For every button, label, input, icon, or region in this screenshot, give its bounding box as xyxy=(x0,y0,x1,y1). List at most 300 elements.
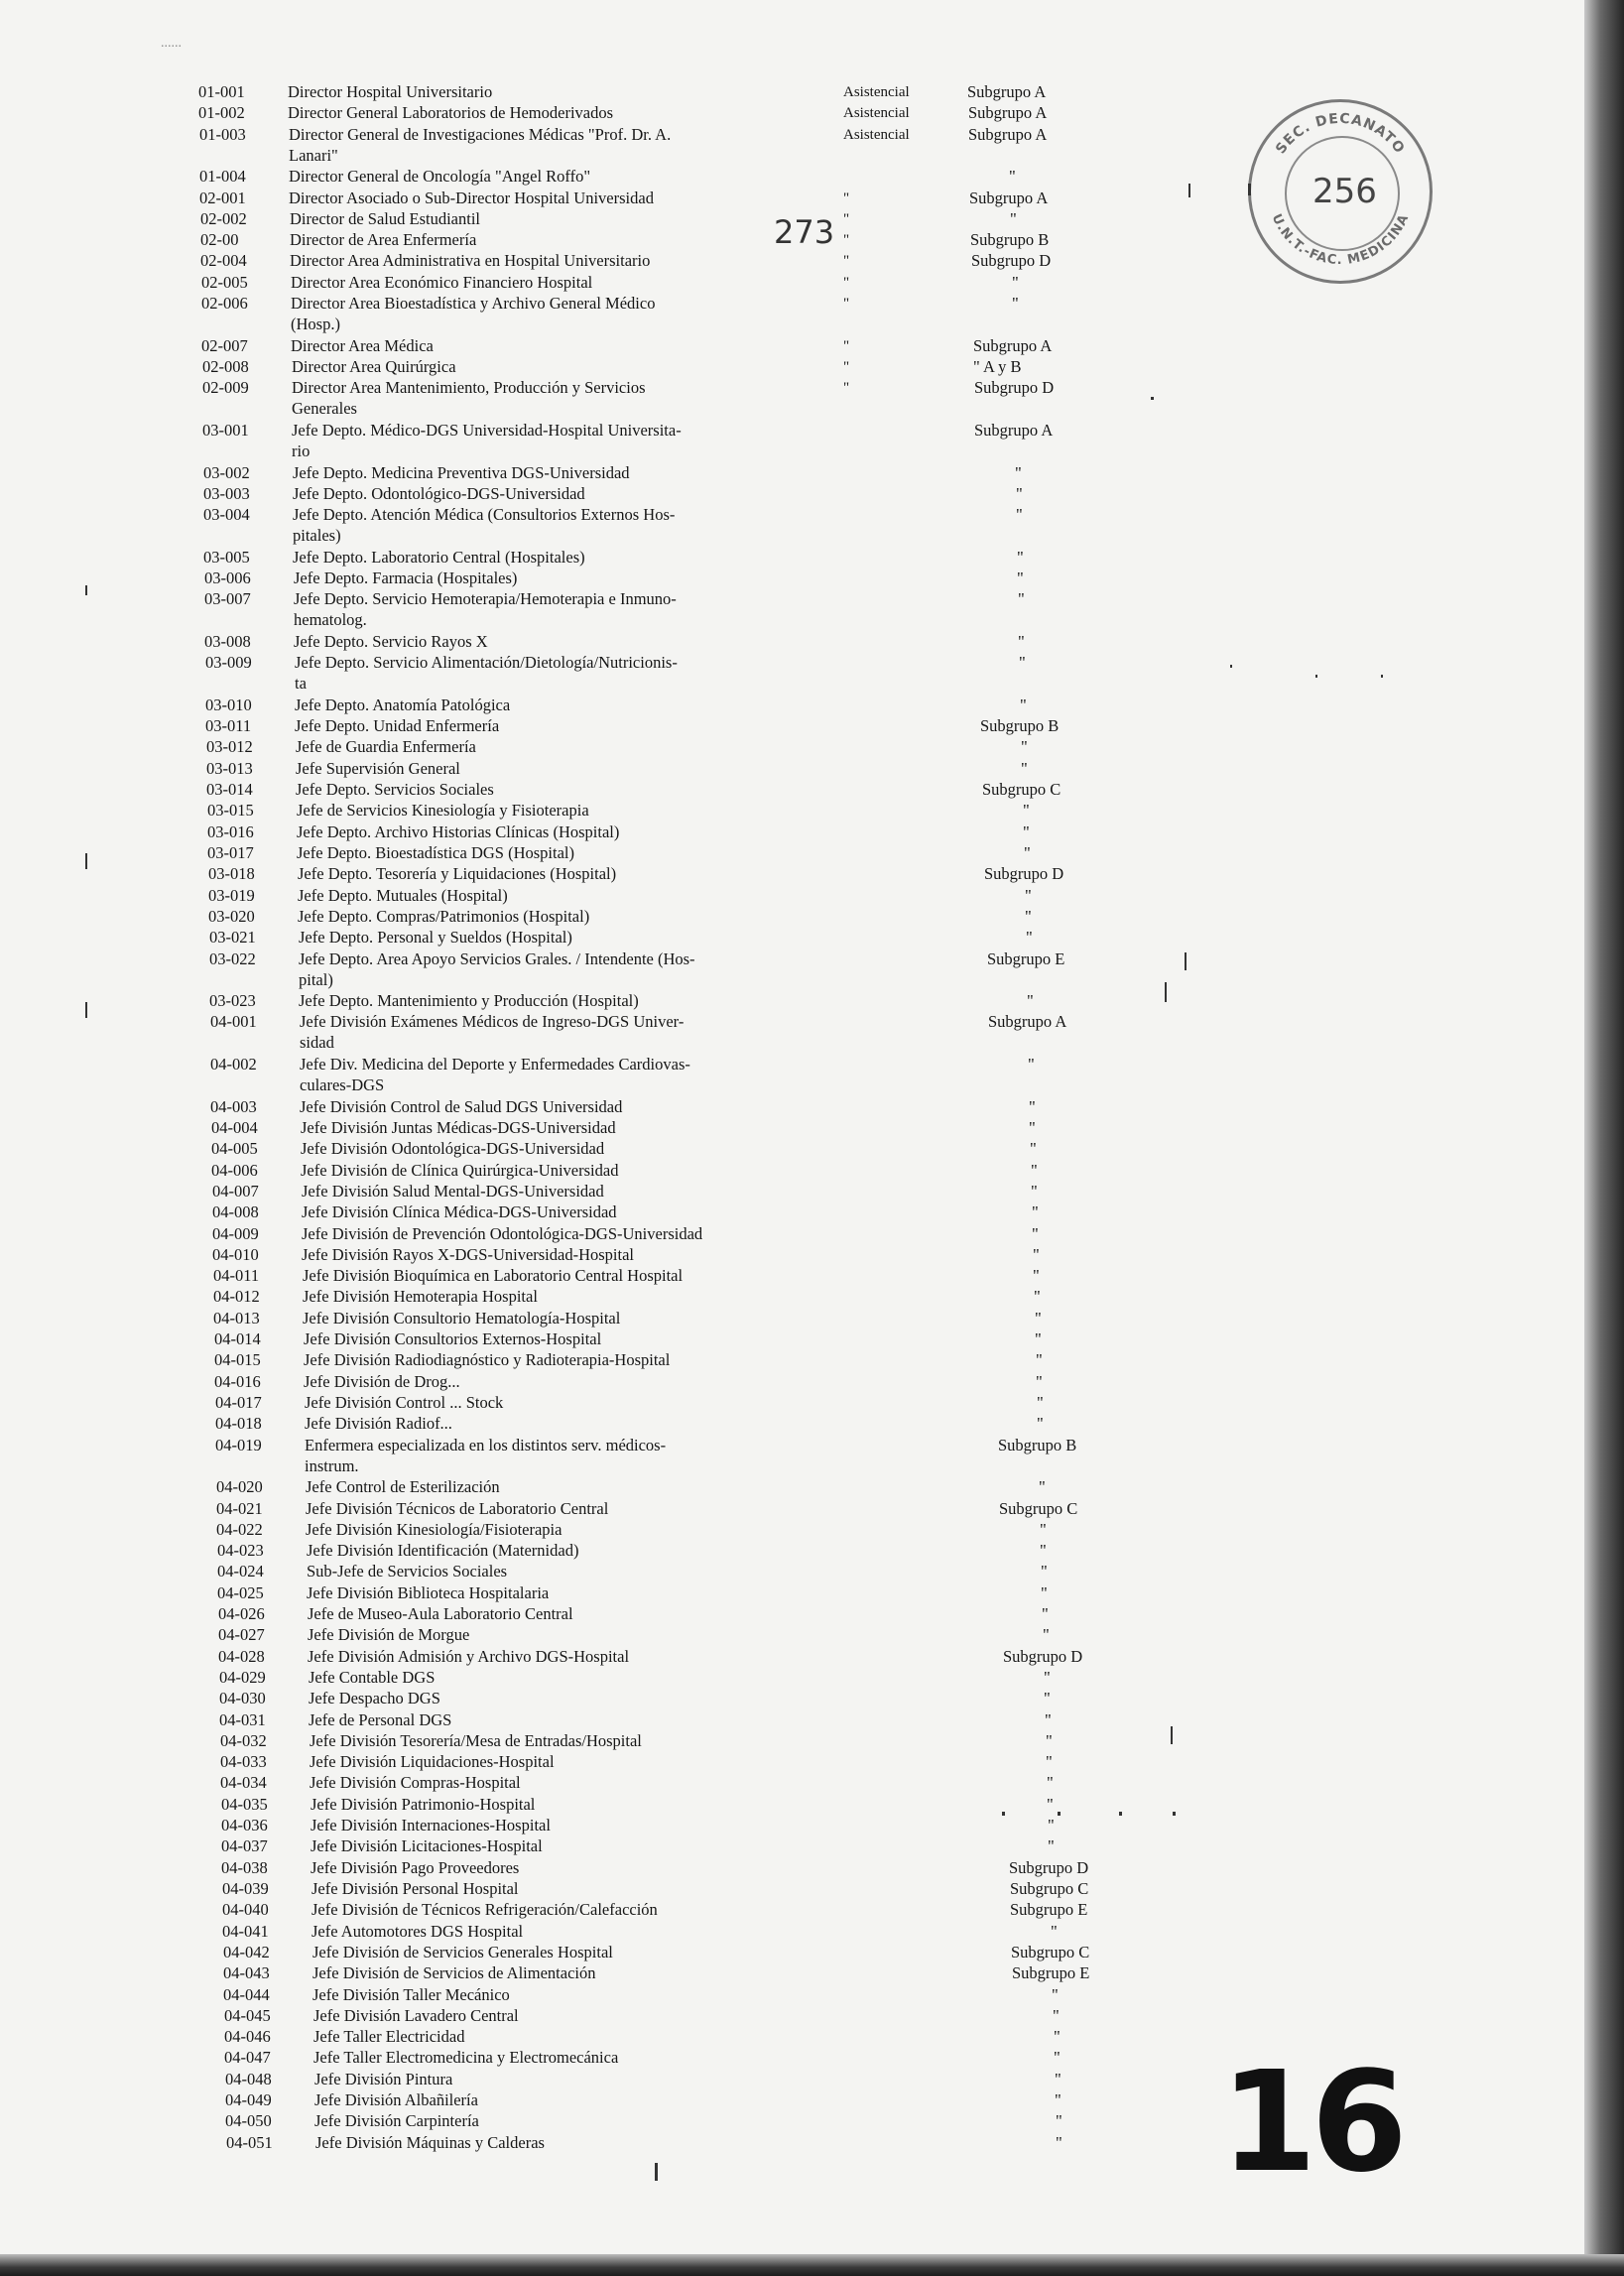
row-subgroup: " xyxy=(1029,1118,1036,1137)
row-subgroup: " xyxy=(1044,1689,1051,1708)
row-description: Jefe División de Clínica Quirúrgica-Universidad xyxy=(301,1160,619,1180)
row-code: 04-040 xyxy=(222,1900,269,1920)
row-code: 03-017 xyxy=(207,843,254,863)
row-subgroup: " xyxy=(1045,1709,1052,1729)
row-description-continued: Generales xyxy=(292,399,357,419)
row-code: 04-038 xyxy=(221,1857,268,1877)
row-description: Jefe Taller Electricidad xyxy=(313,2027,465,2047)
row-code: 03-004 xyxy=(203,505,250,525)
row-subgroup: " xyxy=(1055,2069,1062,2088)
row-category: Asistencial xyxy=(843,84,910,100)
row-description: Jefe División Albañilería xyxy=(314,2090,478,2110)
row-code: 04-006 xyxy=(211,1160,258,1180)
row-subgroup: " xyxy=(1030,1139,1037,1159)
row-description: Jefe División Taller Mecánico xyxy=(312,1984,510,2004)
row-description: Jefe Depto. Tesorería y Liquidaciones (Hospital) xyxy=(298,864,617,884)
row-code: 04-045 xyxy=(224,2005,271,2025)
row-code: 04-044 xyxy=(223,1984,270,2004)
row-description: Jefe División de Morgue xyxy=(308,1625,470,1645)
scan-speck xyxy=(1058,1812,1061,1816)
row-code: 03-010 xyxy=(205,695,252,714)
row-code: 03-018 xyxy=(208,864,255,884)
row-description: Director General de Oncología "Angel Roffo" xyxy=(289,167,591,187)
row-subgroup: Subgrupo E xyxy=(1012,1963,1090,1983)
row-description: Jefe División de Prevención Odontológica-DGS-Universidad xyxy=(302,1223,703,1243)
row-description: Jefe División de Servicios Generales Hospital xyxy=(312,1942,613,1961)
row-description: Jefe División Internaciones-Hospital xyxy=(311,1816,551,1835)
row-code: 04-012 xyxy=(213,1287,260,1307)
table-row xyxy=(0,1055,1190,1095)
row-description: Jefe División de Técnicos Refrigeración/Calefacción xyxy=(312,1900,658,1920)
row-subgroup: " xyxy=(1036,1350,1043,1370)
scan-right-edge xyxy=(1584,0,1624,2276)
row-code: 03-023 xyxy=(209,991,256,1011)
row-description: Jefe Div. Medicina del Deporte y Enfermedades Cardiovas- xyxy=(300,1055,690,1075)
row-code: 03-007 xyxy=(204,589,251,609)
row-description: Jefe División Tesorería/Mesa de Entradas/Hospital xyxy=(310,1730,642,1750)
row-code: 04-026 xyxy=(218,1604,265,1624)
row-subgroup: " xyxy=(1052,1984,1059,2004)
row-category: " xyxy=(843,232,850,249)
table-row xyxy=(0,653,1190,694)
row-subgroup: " xyxy=(1028,1055,1035,1075)
row-subgroup: " xyxy=(1056,2132,1062,2152)
row-subgroup: " xyxy=(1023,822,1030,841)
scan-speck xyxy=(1151,397,1154,400)
row-subgroup: " xyxy=(1020,695,1027,714)
row-description: Jefe Depto. Bioestadística DGS (Hospital) xyxy=(297,843,574,863)
row-code: 02-008 xyxy=(202,356,249,376)
row-subgroup: " xyxy=(1017,569,1024,588)
row-subgroup: " xyxy=(1032,1223,1039,1243)
row-code: 04-002 xyxy=(210,1055,257,1075)
row-subgroup: " xyxy=(1043,1625,1050,1645)
row-subgroup: " xyxy=(1041,1582,1048,1602)
row-subgroup: Subgrupo A xyxy=(967,82,1047,101)
row-category: " xyxy=(843,253,850,270)
scan-speck xyxy=(1171,1726,1173,1744)
row-code: 01-002 xyxy=(198,103,245,123)
row-subgroup: " xyxy=(1037,1414,1044,1434)
row-description-continued: Lanari" xyxy=(289,145,338,165)
row-subgroup: Subgrupo D xyxy=(984,864,1064,884)
row-subgroup: Subgrupo D xyxy=(1003,1646,1083,1666)
row-code: 04-011 xyxy=(213,1266,260,1286)
row-subgroup: " xyxy=(1053,2005,1060,2025)
row-description: Jefe División Admisión y Archivo DGS-Hospital xyxy=(308,1646,630,1666)
row-code: 04-051 xyxy=(226,2132,273,2152)
row-subgroup: " xyxy=(1040,1519,1047,1539)
top-mark: ...... xyxy=(161,36,182,51)
row-code: 04-009 xyxy=(212,1223,259,1243)
row-code: 03-019 xyxy=(208,885,255,905)
row-subgroup: " xyxy=(1054,2027,1061,2047)
row-code: 03-008 xyxy=(204,631,251,651)
row-code: 04-029 xyxy=(219,1667,266,1687)
row-code: 04-027 xyxy=(218,1625,265,1645)
row-subgroup: " xyxy=(1015,462,1022,482)
row-category: Asistencial xyxy=(843,126,910,143)
scan-speck xyxy=(655,2163,658,2181)
row-code: 04-042 xyxy=(223,1942,270,1961)
row-category: " xyxy=(843,296,850,313)
row-subgroup: " xyxy=(1035,1308,1042,1328)
row-code: 03-011 xyxy=(205,716,252,736)
row-description-continued: ta xyxy=(295,674,307,694)
row-description: Jefe Depto. Archivo Historias Clínicas (Hospital) xyxy=(297,822,620,841)
row-description-continued: pitales) xyxy=(293,526,341,546)
scan-speck xyxy=(1185,952,1187,970)
row-subgroup: Subgrupo A xyxy=(974,420,1054,440)
row-subgroup: Subgrupo C xyxy=(1010,1879,1089,1899)
row-description: Jefe División Biblioteca Hospitalaria xyxy=(307,1582,550,1602)
stamp-number: 256 xyxy=(1312,172,1377,211)
row-subgroup: " xyxy=(1009,167,1016,187)
row-subgroup: " A y B xyxy=(973,356,1022,376)
row-subgroup: Subgrupo B xyxy=(980,716,1060,736)
row-code: 03-012 xyxy=(206,737,253,757)
row-description: Jefe División Pintura xyxy=(314,2069,453,2088)
row-description: Jefe División Patrimonio-Hospital xyxy=(311,1794,536,1814)
row-subgroup: " xyxy=(1037,1392,1044,1412)
row-description: Director General Laboratorios de Hemoderivados xyxy=(288,103,614,123)
row-subgroup: " xyxy=(1036,1371,1043,1391)
row-subgroup: " xyxy=(1055,2090,1062,2110)
row-description-continued: rio xyxy=(292,441,311,460)
row-description-continued: sidad xyxy=(300,1033,334,1053)
row-code: 04-041 xyxy=(222,1921,269,1941)
row-subgroup: " xyxy=(1012,272,1019,292)
row-description-continued: instrum. xyxy=(305,1455,359,1475)
row-code: 02-001 xyxy=(199,188,246,207)
row-subgroup: " xyxy=(1025,906,1032,926)
row-description: Jefe División Radiodiagnóstico y Radioterapia-Hospital xyxy=(304,1350,671,1370)
row-code: 04-004 xyxy=(211,1118,258,1137)
row-code: 04-034 xyxy=(220,1773,267,1793)
row-subgroup: " xyxy=(1032,1202,1039,1222)
row-code: 03-006 xyxy=(204,569,251,588)
row-code: 04-010 xyxy=(212,1244,259,1264)
row-description: Jefe División Máquinas y Calderas xyxy=(315,2132,545,2152)
row-code: 04-007 xyxy=(212,1181,259,1201)
scan-speck xyxy=(1002,1812,1005,1816)
row-description-continued: (Hosp.) xyxy=(291,315,340,334)
row-description: Jefe División Técnicos de Laboratorio Central xyxy=(306,1498,609,1518)
row-code: 04-005 xyxy=(211,1139,258,1159)
table-row xyxy=(0,1012,1190,1053)
row-description: Jefe Depto. Atención Médica (Consultorios Externos Hos- xyxy=(293,505,676,525)
row-subgroup: " xyxy=(1046,1752,1053,1772)
row-subgroup: " xyxy=(1024,843,1031,863)
row-description: Director Area Quirúrgica xyxy=(292,356,456,376)
row-subgroup: Subgrupo A xyxy=(988,1012,1067,1032)
scan-bottom-edge xyxy=(0,2254,1624,2276)
row-subgroup: " xyxy=(1016,505,1023,525)
row-code: 02-004 xyxy=(200,251,247,271)
row-subgroup: Subgrupo D xyxy=(971,251,1052,271)
row-description: Jefe División Salud Mental-DGS-Universidad xyxy=(302,1181,604,1201)
row-description: Jefe Depto. Unidad Enfermería xyxy=(295,716,500,736)
row-code: 04-022 xyxy=(216,1519,263,1539)
row-subgroup: " xyxy=(1031,1160,1038,1180)
stamp-top-text: SEC. DECANATO xyxy=(1272,110,1408,158)
row-description: Jefe División Radiof... xyxy=(305,1414,452,1434)
row-subgroup: " xyxy=(1044,1667,1051,1687)
row-code: 04-014 xyxy=(214,1329,261,1349)
row-subgroup: " xyxy=(1016,483,1023,503)
row-description: Jefe Depto. Anatomía Patológica xyxy=(295,695,511,714)
row-code: 04-039 xyxy=(222,1879,269,1899)
row-subgroup: Subgrupo C xyxy=(999,1498,1078,1518)
row-subgroup: " xyxy=(1047,1794,1054,1814)
table-row xyxy=(0,2134,1190,2158)
row-description: Jefe Depto. Servicio Alimentación/Dietología/Nutricionis- xyxy=(295,653,678,673)
table-row xyxy=(0,948,1190,989)
table-row xyxy=(0,589,1190,630)
scan-speck xyxy=(1381,675,1383,678)
row-subgroup: " xyxy=(1033,1244,1040,1264)
row-code: 04-047 xyxy=(224,2048,271,2068)
row-subgroup: Subgrupo B xyxy=(998,1435,1077,1454)
row-subgroup: Subgrupo E xyxy=(1010,1900,1088,1920)
row-description-continued: hematolog. xyxy=(294,610,367,630)
row-code: 02-009 xyxy=(202,378,249,398)
row-code: 03-021 xyxy=(209,928,256,948)
row-code: 04-033 xyxy=(220,1752,267,1772)
row-description-continued: culares-DGS xyxy=(300,1075,385,1095)
row-subgroup: " xyxy=(1027,991,1034,1011)
row-description: Jefe de Guardia Enfermería xyxy=(296,737,476,757)
row-code: 04-003 xyxy=(210,1096,257,1116)
row-description: Sub-Jefe de Servicios Sociales xyxy=(307,1562,508,1581)
row-description: Enfermera especializada en los distintos serv. médicos- xyxy=(305,1435,667,1454)
row-description: Jefe Depto. Mutuales (Hospital) xyxy=(298,885,508,905)
row-description: Jefe División Liquidaciones-Hospital xyxy=(310,1752,555,1772)
row-description: Jefe División Juntas Médicas-DGS-Universidad xyxy=(301,1118,616,1137)
row-subgroup: " xyxy=(1051,1921,1058,1941)
row-code: 04-016 xyxy=(214,1371,261,1391)
row-code: 03-005 xyxy=(203,547,250,567)
row-description: Director Area Bioestadística y Archivo General Médico xyxy=(291,294,656,314)
row-subgroup: " xyxy=(1018,589,1025,609)
row-subgroup: " xyxy=(1048,1836,1055,1856)
row-description: Jefe División Bioquímica en Laboratorio Central Hospital xyxy=(303,1266,684,1286)
row-subgroup: " xyxy=(1010,208,1017,228)
table-row xyxy=(0,294,1190,334)
row-description: Jefe División Compras-Hospital xyxy=(310,1773,521,1793)
row-code: 04-048 xyxy=(225,2069,272,2088)
row-code: 04-037 xyxy=(221,1836,268,1856)
row-subgroup: " xyxy=(1048,1816,1055,1835)
faculty-stamp xyxy=(1248,99,1433,284)
row-subgroup: " xyxy=(1021,737,1028,757)
row-code: 01-001 xyxy=(198,82,245,101)
row-subgroup: " xyxy=(1017,547,1024,567)
row-code: 04-008 xyxy=(212,1202,259,1222)
row-subgroup: " xyxy=(1021,758,1028,778)
scan-speck xyxy=(1119,1812,1122,1816)
row-subgroup: " xyxy=(1031,1181,1038,1201)
row-description: Jefe División Consultorio Hematología-Hospital xyxy=(303,1308,621,1328)
row-subgroup: Subgrupo C xyxy=(982,780,1062,800)
row-description: Jefe Despacho DGS xyxy=(309,1689,440,1708)
row-code: 04-031 xyxy=(219,1709,266,1729)
row-category: Asistencial xyxy=(843,105,910,122)
row-code: 04-043 xyxy=(223,1963,270,1983)
svg-text:U.N.T.-FAC. MEDICINA xyxy=(1269,211,1413,268)
row-description: Director Asociado o Sub-Director Hospital Universidad xyxy=(289,188,654,207)
row-code: 04-046 xyxy=(224,2027,271,2047)
row-code: 04-020 xyxy=(216,1477,263,1497)
stamp-bottom-text: U.N.T.-FAC. MEDICINA xyxy=(1268,211,1413,269)
row-code: 02-006 xyxy=(201,294,248,314)
row-code: 03-001 xyxy=(202,420,249,440)
row-code: 04-050 xyxy=(225,2111,272,2131)
row-description: Jefe División Control ... Stock xyxy=(305,1392,504,1412)
row-description: Director de Area Enfermería xyxy=(290,230,477,250)
scan-speck xyxy=(85,853,87,869)
row-code: 04-015 xyxy=(214,1350,261,1370)
row-description: Director Area Mantenimiento, Producción y Servicios xyxy=(292,378,646,398)
row-description: Jefe Depto. Mantenimiento y Producción (Hospital) xyxy=(299,991,639,1011)
row-description: Jefe Depto. Odontológico-DGS-Universidad xyxy=(293,483,585,503)
row-subgroup: " xyxy=(1039,1477,1046,1497)
scan-speck xyxy=(1165,982,1167,1002)
handwritten-note: 273 xyxy=(774,213,835,251)
row-subgroup: Subgrupo A xyxy=(968,124,1048,144)
row-description: Director General de Investigaciones Médicas "Prof. Dr. A. xyxy=(289,124,672,144)
row-category: " xyxy=(843,358,850,375)
row-description: Jefe División Carpintería xyxy=(314,2111,479,2131)
row-description: Jefe de Servicios Kinesiología y Fisioterapia xyxy=(297,801,589,821)
row-description: Director Hospital Universitario xyxy=(288,82,493,101)
row-code: 03-003 xyxy=(203,483,250,503)
row-subgroup: Subgrupo A xyxy=(973,335,1053,355)
row-code: 03-015 xyxy=(207,801,254,821)
row-description: Jefe Depto. Medicina Preventiva DGS-Universidad xyxy=(293,462,630,482)
row-description: Jefe División Identificación (Maternidad) xyxy=(307,1541,579,1561)
row-subgroup: " xyxy=(1054,2048,1061,2068)
row-description: Jefe División Personal Hospital xyxy=(312,1879,519,1899)
row-code: 04-035 xyxy=(221,1794,268,1814)
scan-speck xyxy=(1173,1812,1176,1816)
row-description: Jefe Depto. Compras/Patrimonios (Hospital) xyxy=(298,906,590,926)
row-code: 04-019 xyxy=(215,1435,262,1454)
row-subgroup: " xyxy=(1029,1096,1036,1116)
row-description: Jefe División Exámenes Médicos de Ingreso-DGS Univer- xyxy=(300,1012,685,1032)
row-category: " xyxy=(843,274,850,291)
table-row xyxy=(0,420,1190,460)
row-description: Jefe División Kinesiología/Fisioterapia xyxy=(306,1519,562,1539)
scan-speck xyxy=(1248,184,1251,195)
table-row xyxy=(0,1435,1190,1475)
row-code: 02-007 xyxy=(201,335,248,355)
row-subgroup: Subgrupo A xyxy=(969,188,1049,207)
row-subgroup: " xyxy=(1025,885,1032,905)
row-description: Jefe Depto. Personal y Sueldos (Hospital) xyxy=(299,928,572,948)
row-code: 04-032 xyxy=(220,1730,267,1750)
row-code: 02-00 xyxy=(200,230,239,250)
row-subgroup: Subgrupo B xyxy=(970,230,1050,250)
row-subgroup: Subgrupo C xyxy=(1011,1942,1090,1961)
row-code: 04-001 xyxy=(210,1012,257,1032)
row-description: Jefe División Control de Salud DGS Universidad xyxy=(300,1096,623,1116)
scan-speck xyxy=(1315,675,1317,678)
row-subgroup: " xyxy=(1042,1604,1049,1624)
row-subgroup: " xyxy=(1033,1266,1040,1286)
row-subgroup: " xyxy=(1026,928,1033,948)
row-description: Jefe Depto. Laboratorio Central (Hospitales) xyxy=(293,547,585,567)
scan-speck xyxy=(85,1002,87,1018)
row-description: Director de Salud Estudiantil xyxy=(290,208,480,228)
row-description: Jefe Depto. Servicio Rayos X xyxy=(294,631,488,651)
row-code: 02-005 xyxy=(201,272,248,292)
row-description: Jefe División Rayos X-DGS-Universidad-Hospital xyxy=(302,1244,634,1264)
row-description: Jefe División Licitaciones-Hospital xyxy=(311,1836,543,1856)
row-category: " xyxy=(843,190,850,206)
row-code: 01-003 xyxy=(199,124,246,144)
row-description: Jefe Control de Esterilización xyxy=(306,1477,500,1497)
row-category: " xyxy=(843,380,850,397)
row-description-continued: pital) xyxy=(299,969,333,989)
table-row xyxy=(0,505,1190,546)
row-category: " xyxy=(843,337,850,354)
table-row xyxy=(0,124,1190,165)
table-row xyxy=(0,378,1190,419)
row-code: 03-020 xyxy=(208,906,255,926)
row-subgroup: " xyxy=(1046,1730,1053,1750)
row-code: 01-004 xyxy=(199,167,246,187)
row-description: Jefe Depto. Servicio Hemoterapia/Hemoterapia e Inmuno- xyxy=(294,589,677,609)
row-description: Jefe División Odontológica-DGS-Universidad xyxy=(301,1139,605,1159)
row-code: 03-002 xyxy=(203,462,250,482)
row-subgroup: " xyxy=(1019,653,1026,673)
row-description: Jefe Automotores DGS Hospital xyxy=(312,1921,524,1941)
row-code: 04-036 xyxy=(221,1816,268,1835)
row-code: 03-013 xyxy=(206,758,253,778)
row-description: Jefe División Hemoterapia Hospital xyxy=(303,1287,538,1307)
row-description: Jefe División Pago Proveedores xyxy=(311,1857,520,1877)
row-subgroup: Subgrupo D xyxy=(974,378,1055,398)
row-code: 04-028 xyxy=(218,1646,265,1666)
row-subgroup: " xyxy=(1056,2111,1062,2131)
row-description: Jefe División de Drog... xyxy=(304,1371,460,1391)
row-description: Jefe Contable DGS xyxy=(309,1667,436,1687)
row-description: Jefe División de Servicios de Alimentación xyxy=(312,1963,596,1983)
row-code: 04-017 xyxy=(215,1392,262,1412)
row-description: Jefe Taller Electromedicina y Electromecánica xyxy=(313,2048,619,2068)
row-description: Director Area Médica xyxy=(291,335,434,355)
row-description: Jefe División Lavadero Central xyxy=(313,2005,519,2025)
row-subgroup: " xyxy=(1012,294,1019,314)
row-code: 04-024 xyxy=(217,1562,264,1581)
row-subgroup: " xyxy=(1018,631,1025,651)
row-code: 04-023 xyxy=(217,1541,264,1561)
row-description: Jefe Depto. Area Apoyo Servicios Grales. / Intendente (Hos- xyxy=(299,948,695,968)
scan-speck xyxy=(1230,665,1232,668)
row-code: 03-022 xyxy=(209,948,256,968)
row-subgroup: " xyxy=(1047,1773,1054,1793)
row-subgroup: " xyxy=(1041,1562,1048,1581)
row-code: 02-002 xyxy=(200,208,247,228)
row-subgroup: " xyxy=(1034,1287,1041,1307)
scan-speck xyxy=(85,585,87,595)
row-subgroup: " xyxy=(1040,1541,1047,1561)
svg-text:SEC. DECANATO xyxy=(1273,111,1408,157)
row-category: " xyxy=(843,210,850,227)
row-code: 04-021 xyxy=(216,1498,263,1518)
row-subgroup: " xyxy=(1023,801,1030,821)
